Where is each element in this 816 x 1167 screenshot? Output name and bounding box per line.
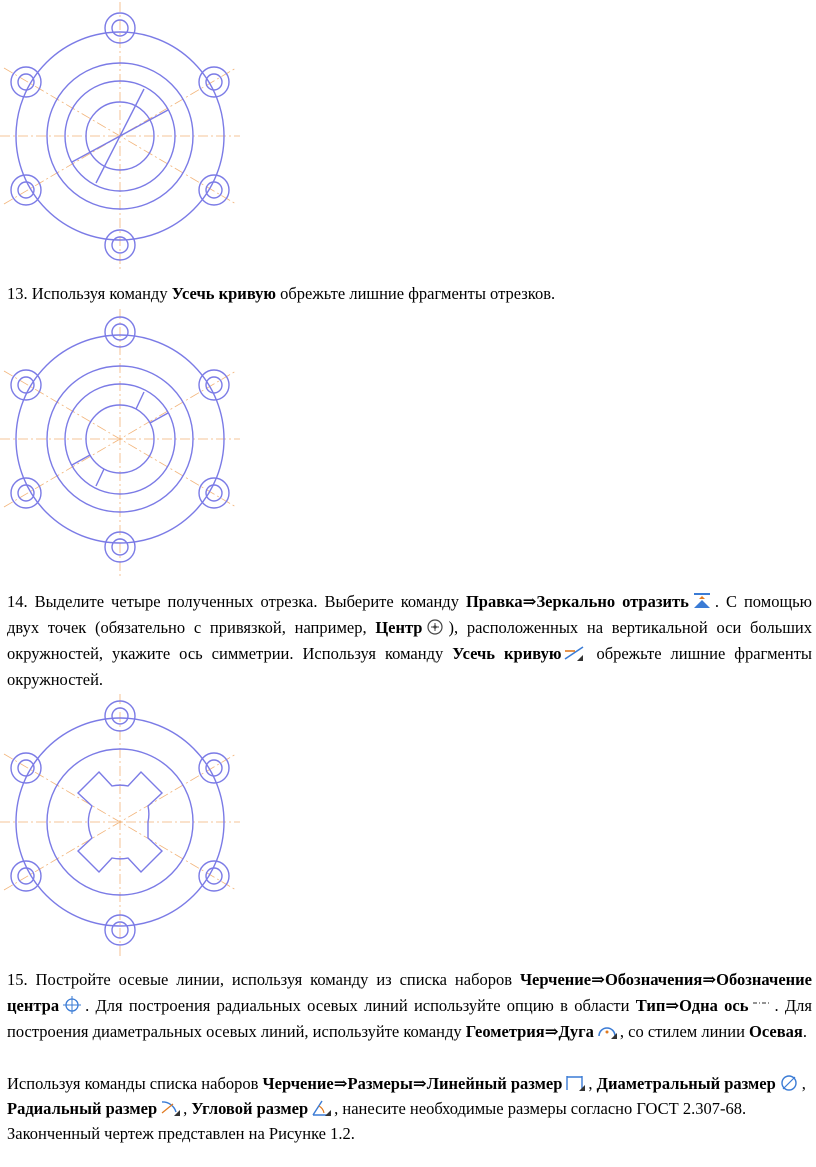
trim-curve-icon [563,643,585,663]
step-15-text: 15. Постройте осевые линии, используя команду из списка наборов Черчение⇒Обозначения⇒Обозначение центра . Для построения радиальных осевых линий используйте опцию в области Тип⇒Одна ось . Для построения диаметральных осевых линий, используйте команду Геометрия⇒Дуга , со стилем линии Осевая. [7,970,813,1041]
arc-icon [596,1021,618,1041]
angular-dimension-icon [310,1098,332,1118]
mirror-icon [691,591,713,611]
center-snap-icon [424,617,446,637]
drawing-figure-3 [0,694,240,962]
step-13-text: 13. Используя команду Усечь кривую обрежьте лишние фрагменты отрезков. [7,284,556,303]
linear-dimension-icon [564,1073,586,1093]
center-mark-icon [61,995,83,1015]
step-15b-text: Используя команды списка наборов Черчение⇒Размеры⇒Линейный размер , Диаметральный размер , Радиальный размер , Угловой размер , нанесите необходимые размеры согласно ГОСТ 2.307-68. Законченный чертеж представлен на Рисунке 1.2. [7,1074,806,1143]
one-axis-icon [751,995,773,1015]
drawing-figure-1 [0,0,240,285]
drawing-figure-2 [0,307,240,587]
radial-dimension-icon [159,1098,181,1118]
step-14-text: 14. Выделите четыре полученных отрезка. Выберите команду Правка⇒Зеркально отразить . С помощью двух точек (обязательно с привязкой, например, Центр ), расположенных на вертикальной оси больших окружностей, укажите ось симметрии. Используя команду Усечь кривую обрежьте лишние фрагменты окружностей. [7,592,813,689]
diameter-dimension-icon [778,1073,800,1093]
